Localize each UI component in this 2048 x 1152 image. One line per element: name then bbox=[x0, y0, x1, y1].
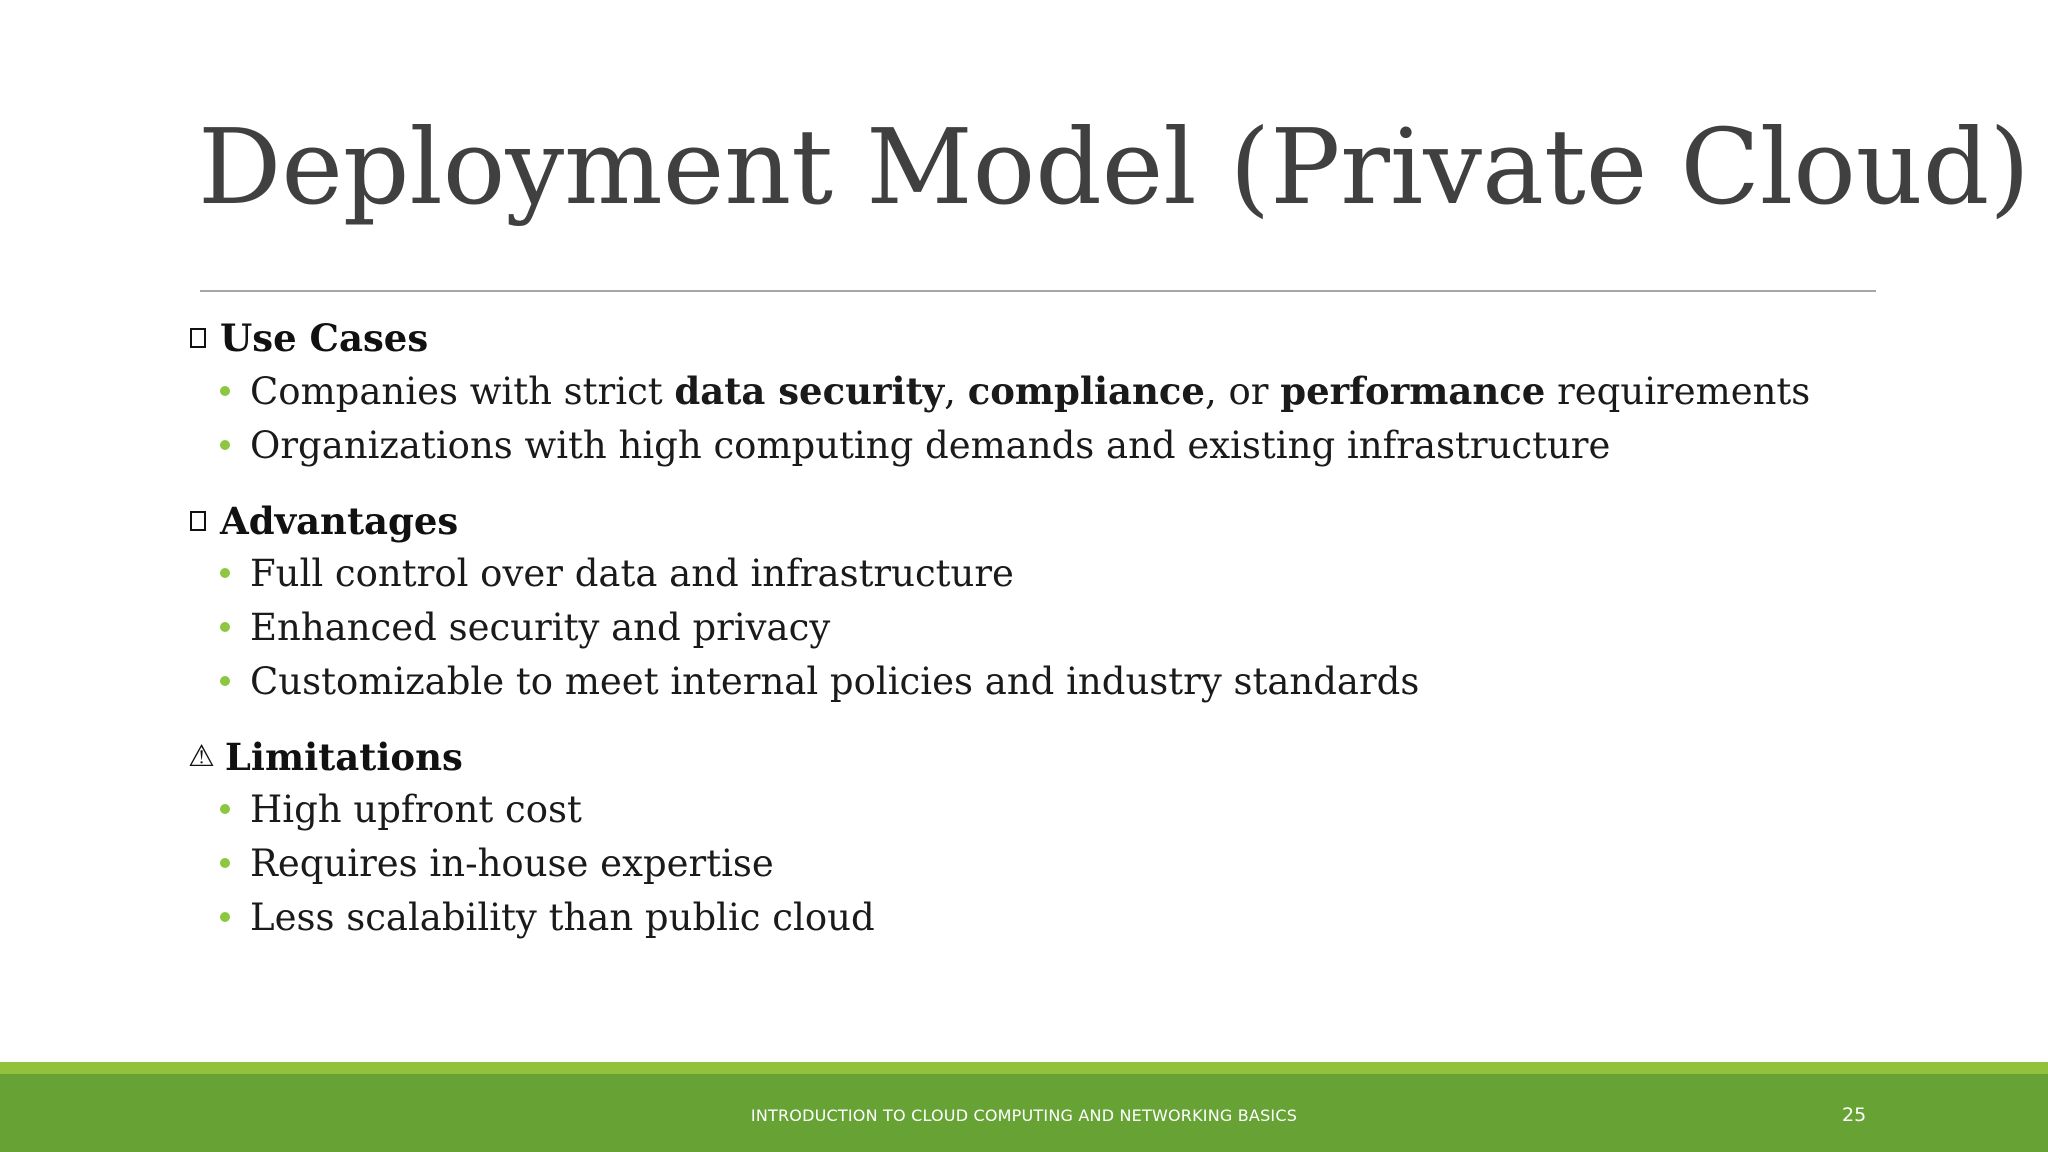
list-item bbox=[186, 601, 1886, 655]
footer-title: INTRODUCTION TO CLOUD COMPUTING AND NETWORKING BASICS bbox=[750, 1106, 1298, 1125]
title-divider bbox=[200, 290, 1876, 292]
bullet-text: Customizable to meet internal policies and industry standards bbox=[250, 660, 1420, 703]
warning-icon: ⚠ bbox=[188, 739, 215, 774]
page-number: 25 bbox=[1842, 1104, 1867, 1126]
list-item bbox=[186, 364, 1886, 419]
section-limitations bbox=[186, 731, 1886, 945]
footer-accent-stripe bbox=[0, 1062, 2048, 1074]
advantages-list bbox=[186, 547, 1886, 709]
bullet-dot-icon bbox=[220, 622, 230, 632]
advantages-heading-text: Advantages bbox=[220, 499, 459, 543]
bullet-dot-icon bbox=[220, 386, 230, 396]
bullet-dot-icon bbox=[220, 568, 230, 578]
use-cases-heading-text: Use Cases bbox=[220, 316, 429, 360]
bold-term: performance bbox=[1280, 369, 1546, 413]
limitations-heading-text: Limitations bbox=[224, 735, 463, 779]
slide-content bbox=[186, 312, 1886, 967]
bullet-text: High upfront cost bbox=[250, 788, 582, 831]
bold-term: data security bbox=[674, 369, 945, 413]
placeholder-box-icon bbox=[190, 511, 206, 531]
bullet-dot-icon bbox=[220, 676, 230, 686]
bold-term: compliance bbox=[967, 369, 1205, 413]
placeholder-box-icon bbox=[190, 328, 206, 348]
list-item bbox=[186, 891, 1886, 945]
section-advantages bbox=[186, 495, 1886, 709]
bullet-dot-icon bbox=[220, 804, 230, 814]
bullet-dot-icon bbox=[220, 912, 230, 922]
section-use-cases bbox=[186, 312, 1886, 473]
use-cases-list bbox=[186, 364, 1886, 473]
list-item bbox=[186, 419, 1886, 473]
bullet-dot-icon bbox=[220, 858, 230, 868]
list-item bbox=[186, 547, 1886, 601]
bullet-dot-icon bbox=[220, 440, 230, 450]
bullet-text: Less scalability than public cloud bbox=[250, 896, 875, 939]
bullet-text: Full control over data and infrastructure bbox=[250, 552, 1014, 595]
section-heading-use-cases bbox=[186, 312, 1886, 364]
bullet-text: Requires in-house expertise bbox=[250, 842, 774, 885]
bullet-text: Companies with strict data security, compliance, or performance requirements bbox=[250, 369, 1811, 413]
list-item bbox=[186, 655, 1886, 709]
list-item bbox=[186, 783, 1886, 837]
list-item bbox=[186, 837, 1886, 891]
slide-title: Deployment Model (Private Cloud) bbox=[198, 106, 2030, 228]
bullet-text: Organizations with high computing demands and existing infrastructure bbox=[250, 424, 1611, 467]
section-heading-advantages bbox=[186, 495, 1886, 547]
limitations-list bbox=[186, 783, 1886, 945]
bullet-text: Enhanced security and privacy bbox=[250, 606, 831, 649]
section-heading-limitations bbox=[186, 731, 1886, 783]
